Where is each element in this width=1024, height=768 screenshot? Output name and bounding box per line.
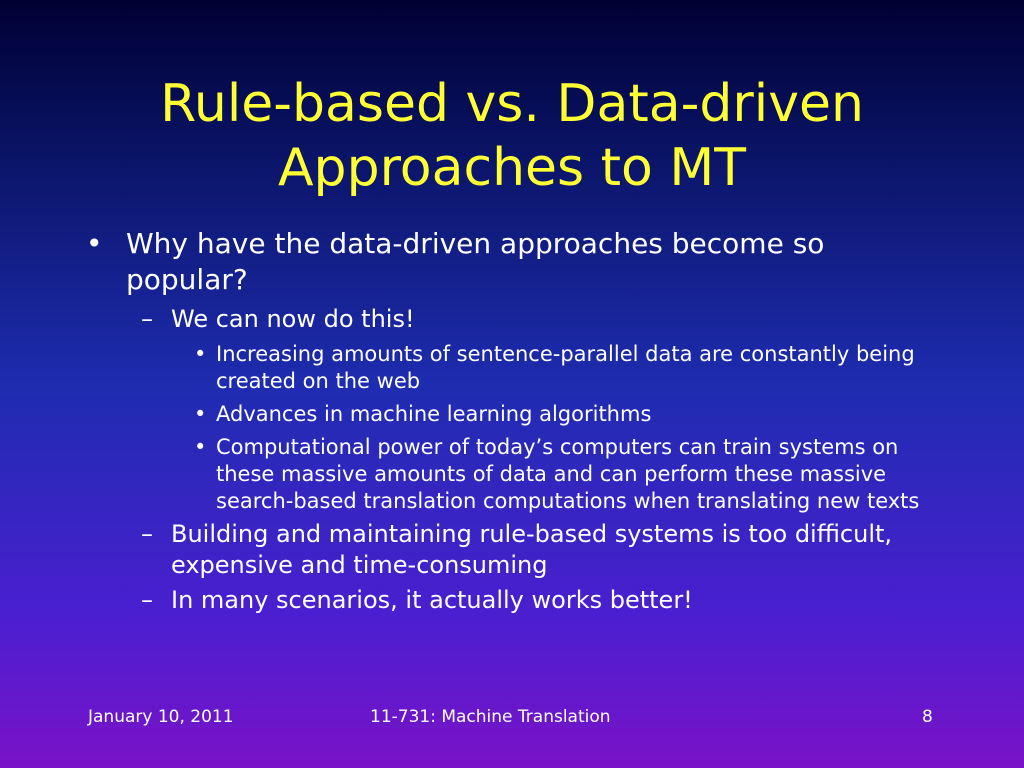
sub-bullet-text: We can now do this!: [171, 305, 415, 333]
dash-marker: –: [141, 586, 153, 614]
sub-sub-bullet-item: [86, 434, 946, 515]
slide-number: 8: [922, 707, 933, 727]
sub-bullet-item: [86, 519, 946, 581]
title-line-2: Approaches to MT: [277, 138, 747, 198]
footer-date: January 10, 2011: [88, 707, 234, 727]
sub-sub-bullet-text: Increasing amounts of sentence-parallel data are constantly being created on the web: [216, 342, 915, 393]
bullet-marker: •: [194, 435, 207, 459]
bullet-item: [86, 226, 946, 298]
bullet-marker: •: [86, 227, 103, 260]
slide-title: [40, 72, 984, 200]
bullet-text: Why have the data-driven approaches become so popular?: [126, 227, 825, 296]
title-line-1: Rule-based vs. Data-driven: [160, 74, 864, 134]
sub-sub-bullet-item: [86, 341, 946, 395]
sub-bullet-text: In many scenarios, it actually works better!: [171, 586, 693, 614]
sub-sub-bullet-text: Advances in machine learning algorithms: [216, 402, 652, 426]
sub-bullet-item: [86, 585, 946, 616]
bullet-marker: •: [194, 342, 207, 366]
footer-course: 11-731: Machine Translation: [370, 707, 611, 727]
sub-bullet-text: Building and maintaining rule-based systems is too difficult, expensive and time-consuming: [171, 520, 893, 579]
sub-sub-bullet-text: Computational power of today’s computers can train systems on these massive amounts of data and can perform these massive search-based translation computations when translating new texts: [216, 435, 920, 513]
dash-marker: –: [141, 305, 153, 333]
dash-marker: –: [141, 520, 153, 548]
bullet-marker: •: [194, 402, 207, 426]
sub-sub-bullet-item: [86, 401, 946, 428]
slide-content: [86, 226, 946, 616]
sub-bullet-item: [86, 304, 946, 335]
